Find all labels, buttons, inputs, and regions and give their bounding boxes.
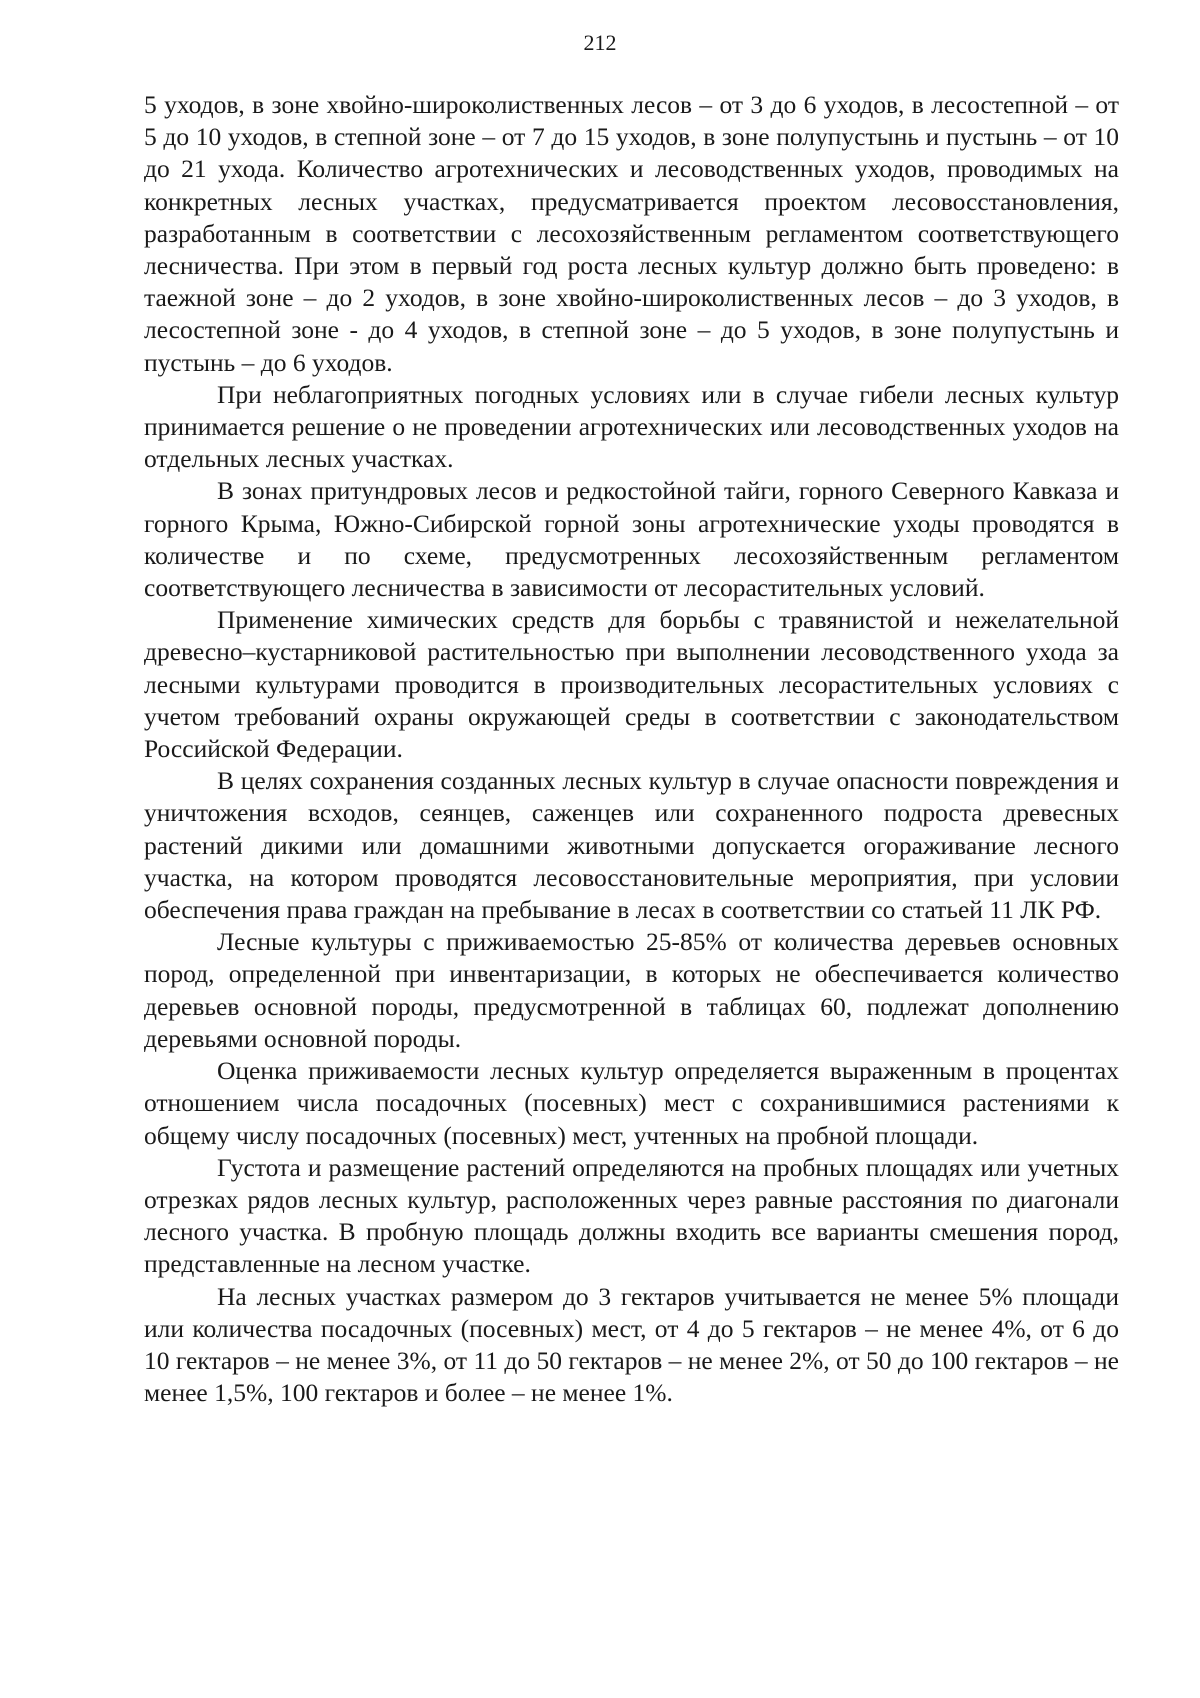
paragraph: На лесных участках размером до 3 гектаров учитывается не менее 5% площади или количества посадочных (посевных) мест, от 4 до 5 гектаров – не менее 4%, от 6 до 10 гектаров – не менее 3%, от 11 до 50 гектаров – не менее 2%, от 50 до 100 гектаров – не менее 1,5%, 100 гектаров и более – не менее 1%.: [144, 1281, 1119, 1408]
paragraph: Оценка приживаемости лесных культур определяется выраженным в процентах отношением числа посадочных (посевных) мест с сохранившимися растениями к общему числу посадочных (посевных) мест, учтенных на пробной площади.: [144, 1056, 1119, 1150]
paragraph: Применение химических средств для борьбы с травянистой и нежелательной древесно–кустарниковой растительностью при выполнении лесоводственного ухода за лесными культурами проводится в производительных лесорастительных условиях с учетом требований охраны окружающей среды в соответствии с законодательством Российской Федерации.: [144, 605, 1119, 764]
paragraph: В целях сохранения созданных лесных культур в случае опасности повреждения и уничтожения всходов, сеянцев, саженцев или сохраненного подроста древесных растений дикими или домашними животными допускается огораживание лесного участка, на котором проводятся лесовосстановительные мероприятия, при условии обеспечения права граждан на пребывание в лесах в соответствии со статьей 11 ЛК РФ.: [144, 766, 1119, 925]
paragraph: В зонах притундровых лесов и редкостойной тайги, горного Северного Кавказа и горного Крыма, Южно-Сибирской горной зоны агротехнические уходы проводятся в количестве и по схеме, предусмотренных лесохозяйственным регламентом соответствующего лесничества в зависимости от лесорастительных условий.: [144, 476, 1119, 603]
document-body: [144, 89, 1119, 1409]
paragraph: Густота и размещение растений определяются на пробных площадях или учетных отрезках рядов лесных культур, расположенных через равные расстояния по диагонали лесного участка. В пробную площадь должны входить все варианты смешения пород, представленные на лесном участке.: [144, 1152, 1119, 1279]
page-number: 212: [583, 30, 617, 55]
paragraph: Лесные культуры с приживаемостью 25-85% от количества деревьев основных пород, определенной при инвентаризации, в которых не обеспечивается количество деревьев основной породы, предусмотренной в таблицах 60, подлежат дополнению деревьями основной породы.: [144, 927, 1119, 1053]
paragraph: При неблагоприятных погодных условиях или в случае гибели лесных культур принимается решение о не проведении агротехнических или лесоводственных уходов на отдельных лесных участках.: [144, 379, 1119, 474]
paragraph: 5 уходов, в зоне хвойно-широколиственных лесов – от 3 до 6 уходов, в лесостепной – от 5 до 10 уходов, в степной зоне – от 7 до 15 уходов, в зоне полупустынь и пустынь – от 10 до 21 ухода. Количество агротехнических и лесоводственных уходов, проводимых на конкретных лесных участках, предусматривается проектом лесовосстановления, разработанным в соответствии с лесохозяйственным регламентом соответствующего лесничества. При этом в первый год роста лесных культур должно быть проведено: в таежной зоне – до 2 уходов, в зоне хвойно-широколиственных лесов – до 3 уходов, в лесостепной зоне - до 4 уходов, в степной зоне – до 5 уходов, в зоне полупустынь и пустынь – до 6 уходов.: [144, 90, 1119, 377]
